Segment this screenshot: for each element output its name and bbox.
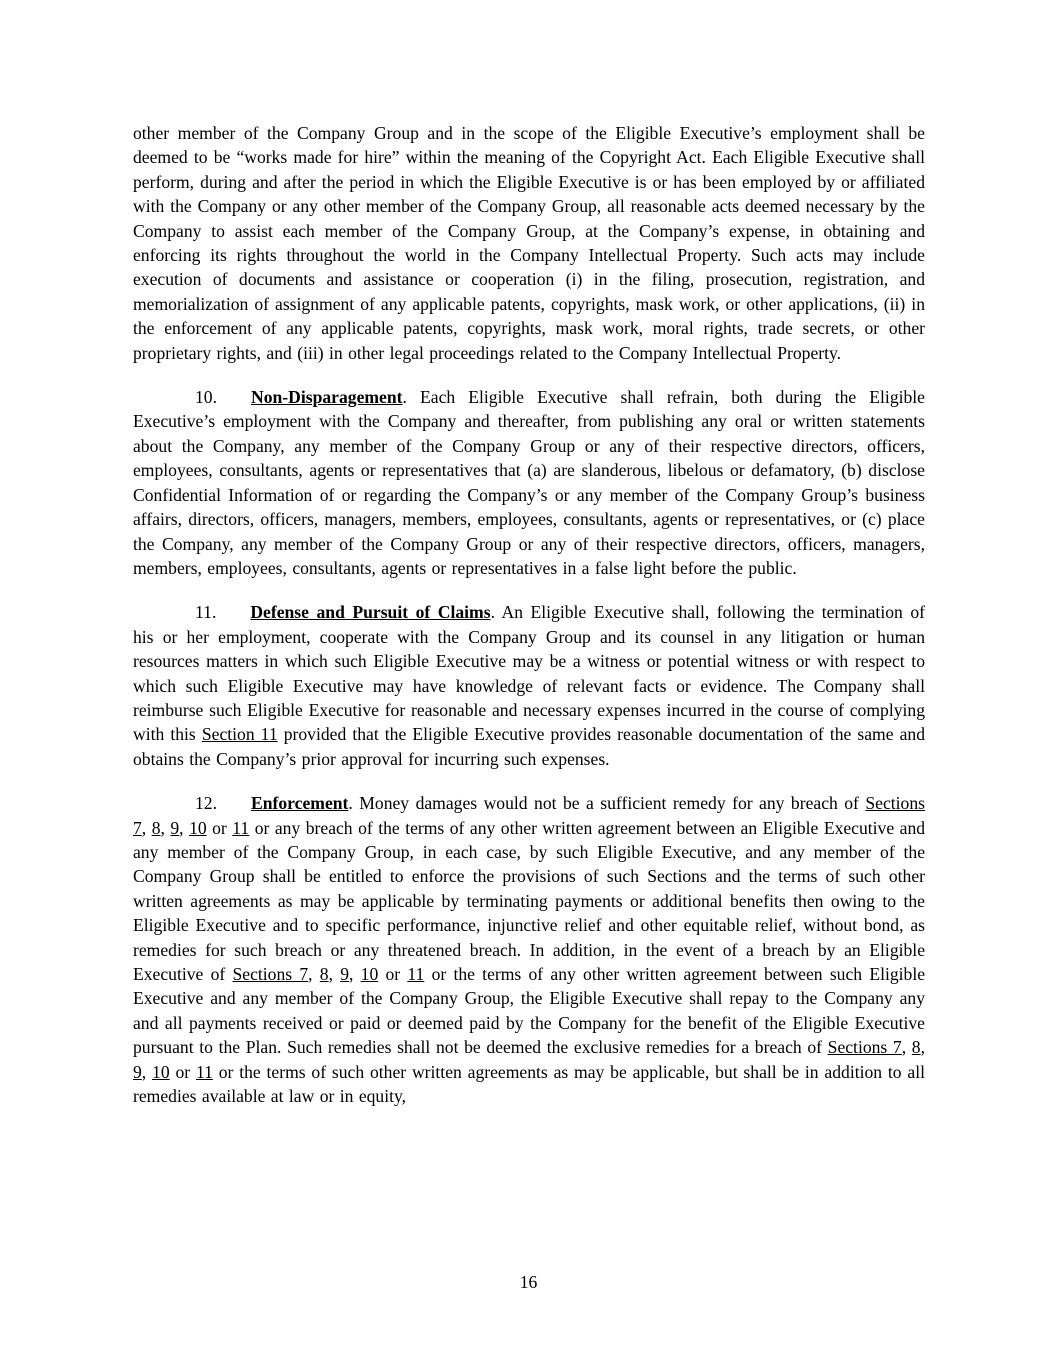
section-reference: 10 [152, 1061, 170, 1082]
paragraph-works-made-for-hire-continuation [133, 121, 925, 365]
section-heading: Enforcement [251, 793, 349, 814]
text-run: or [169, 1061, 196, 1082]
section-reference: 11 [195, 1061, 213, 1082]
text-run: other member of the Company Group and in the scope of the Eligible Executive’s employment shall be deemed to be “works made for hire” within the meaning of the Copyright Act. Each Eligible Executive shall perform, during and after the period in which the Eligible Executive is or has been employed by or affiliated with the Company or any other member of the Company Group, all reasonable acts deemed necessary by the Company to assist each member of the Company Group, at the Company’s expense, in obtaining and enforcing its rights throughout the world in the Company Intellectual Property. Such acts may include execution of documents and assistance or cooperation (i) in the filing, prosecution, registration, and memorialization of assignment of any applicable patents, copyrights, mask work, or other applications, (ii) in the enforcement of any applicable patents, copyrights, mask work, moral rights, trade secrets, or other proprietary rights, and (iii) in other legal proceedings related to the Company Intellectual Property. [133, 123, 925, 363]
section-reference: 8 [319, 964, 329, 984]
text-run: provided that the Eligible Executive provides reasonable documentation of the same and obtains the Company’s prior approval for incurring such expenses. [133, 724, 926, 769]
section-number: 10. [195, 387, 217, 408]
section-reference: 8 [151, 817, 161, 838]
section-reference: 11 [232, 817, 250, 838]
section-reference: Sections 7 [827, 1037, 902, 1058]
text-run: or [378, 964, 408, 984]
section-reference: Section 11 [201, 724, 278, 745]
section-reference: 9 [340, 964, 349, 984]
section-heading: Non-Disparagement [251, 387, 403, 408]
section-reference: 8 [911, 1037, 921, 1058]
paragraph-11-defense-and-pursuit-of-claims [133, 600, 925, 771]
text-run: , [160, 817, 171, 838]
text-run: , [141, 1061, 153, 1082]
text-run: . Money damages would not be a sufficient remedy for any breach of [348, 793, 866, 814]
text-run: , [901, 1037, 912, 1058]
section-reference: Sections 7 [133, 793, 925, 838]
text-run: , [141, 817, 152, 838]
paragraph-10-non-disparagement [133, 385, 925, 580]
text-run: , [308, 964, 320, 984]
text-run: or [206, 817, 233, 838]
section-heading: Defense and Pursuit of Claims [250, 602, 491, 623]
paragraph-12-enforcement [133, 791, 925, 1108]
section-reference: Sections 7 [232, 964, 309, 984]
text-run: or any breach of the terms of any other written agreement between an Eligible Executive and any member of the Company Group, in each case, by such Eligible Executive, and any member of the Company Group shall be entitled to enforce the provisions of such Sections and the terms of such other written agreements as may be applicable by terminating payments or additional benefits then owing to the Eligible Executive and to specific performance, injunctive relief and other equitable relief, without bond, as remedies for such breach or any threatened breach. In addition, in the event of a breach by an Eligible Executive of [133, 817, 926, 984]
section-number: 12. [195, 793, 217, 814]
text-run: , [920, 1037, 925, 1058]
section-reference: 10 [360, 964, 379, 984]
text-run: , [349, 964, 361, 984]
document-body [133, 121, 925, 1108]
page-number: 16 [519, 1272, 538, 1292]
section-reference: 11 [407, 964, 425, 984]
section-number: 11. [195, 602, 217, 623]
text-run: . Each Eligible Executive shall refrain, both during the Eligible Executive’s employment with the Company and thereafter, from publishing any oral or written statements about the Company, any member of the Company Group or any of their respective directors, officers, employees, consultants, agents or representatives that (a) are slanderous, libelous or defamatory, (b) disclose Confidential Information of or regarding the Company’s or any member of the Company Group’s business affairs, directors, officers, managers, members, employees, consultants, agents or representatives, or (c) place the Company, any member of the Company Group or any of their respective directors, officers, managers, members, employees, consultants, agents or representatives in a false light before the public. [133, 387, 925, 578]
text-run: , [328, 964, 341, 984]
text-run: or the terms of any other written agreement between such Eligible Executive and any member of the Company Group, the Eligible Executive shall repay to the Company any and all payments received or paid or deemed paid by the Company for the benefit of the Eligible Executive pursuant to the Plan. Such remedies shall not be deemed the exclusive remedies for a breach of [133, 964, 926, 1058]
text-run: . An Eligible Executive shall, following the termination of his or her employment, cooperate with the Company Group and its counsel in any litigation or human resources matters in which such Eligible Executive may be a witness or potential witness or with respect to which such Eligible Executive may have knowledge of relevant facts or evidence. The Company shall reimburse such Eligible Executive for reasonable and necessary expenses incurred in the course of complying with this [133, 602, 925, 745]
section-reference: 10 [189, 817, 207, 838]
text-run: , [179, 817, 190, 838]
section-reference: 9 [133, 1061, 142, 1082]
text-run: or the terms of such other written agreements as may be applicable, but shall be in addition to all remedies available at law or in equity, [133, 1061, 926, 1107]
section-reference: 9 [170, 817, 180, 838]
